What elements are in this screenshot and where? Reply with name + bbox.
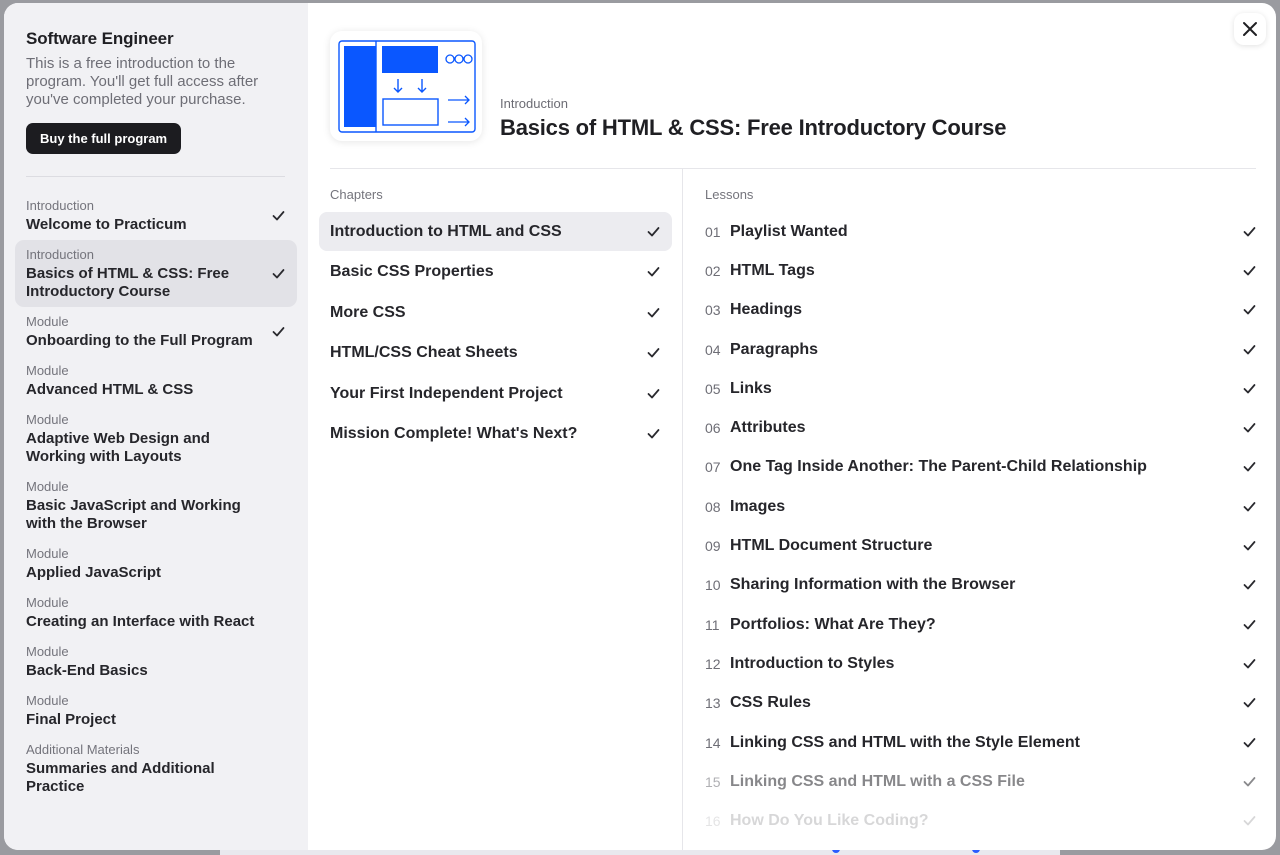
lesson-title: Playlist Wanted (730, 222, 848, 240)
sidebar-module-list (15, 191, 297, 802)
checkmark-icon (1243, 619, 1256, 630)
main-panel (308, 3, 1276, 850)
lesson-title: CSS Rules (730, 694, 811, 712)
checkmark-icon (1243, 344, 1256, 355)
lesson-number: 03 (705, 302, 721, 319)
lessons-label: Lessons (705, 187, 754, 202)
close-button[interactable] (1234, 13, 1266, 45)
lesson-item[interactable] (705, 762, 1256, 801)
lesson-title: Links (730, 379, 772, 397)
lesson-title: Attributes (730, 419, 806, 437)
checkmark-icon (1243, 580, 1256, 591)
lesson-item[interactable] (705, 684, 1256, 723)
lesson-item[interactable] (705, 526, 1256, 565)
sidebar-module-item[interactable] (15, 588, 297, 637)
chapters-column (330, 169, 683, 850)
lesson-number: 06 (705, 420, 721, 437)
module-name: Back-End Basics (26, 662, 148, 679)
close-icon (1242, 21, 1258, 37)
module-kind: Module (26, 546, 69, 561)
program-sidebar (4, 3, 308, 850)
sidebar-module-item[interactable] (15, 539, 297, 588)
checkmark-icon (1243, 816, 1256, 827)
checkmark-icon (647, 348, 660, 359)
checkmark-icon (1243, 305, 1256, 316)
lesson-item[interactable] (705, 408, 1256, 447)
chapter-title: Your First Independent Project (330, 384, 563, 402)
checkmark-icon (1243, 501, 1256, 512)
module-kind: Module (26, 693, 69, 708)
checkmark-icon (647, 307, 660, 318)
lesson-number: 02 (705, 262, 721, 279)
chapter-item[interactable] (319, 293, 672, 332)
module-name: Summaries and Additional Practice (26, 760, 215, 795)
lesson-item[interactable] (705, 644, 1256, 683)
checkmark-icon (647, 388, 660, 399)
lessons-column (683, 169, 1256, 850)
module-kind: Introduction (26, 247, 94, 262)
lesson-number: 10 (705, 577, 721, 594)
module-name: Basics of HTML & CSS: Free Introductory Course (26, 265, 230, 300)
module-kind: Module (26, 644, 69, 659)
course-thumbnail (330, 31, 482, 141)
lesson-number: 07 (705, 459, 721, 476)
lesson-number: 14 (705, 734, 721, 751)
module-name: Basic JavaScript and Working with the Browser (26, 497, 241, 532)
module-name: Welcome to Practicum (26, 216, 187, 233)
chapter-title: Basic CSS Properties (330, 263, 494, 280)
lesson-number: 12 (705, 655, 721, 672)
checkmark-icon (1243, 658, 1256, 669)
buy-full-program-button[interactable]: Buy the full program (26, 123, 181, 154)
course-title: Basics of HTML & CSS: Free Introductory Course (500, 115, 1007, 140)
lesson-item[interactable] (705, 212, 1256, 251)
module-kind: Module (26, 314, 69, 329)
lesson-title: Sharing Information with the Browser (730, 576, 1016, 594)
program-title: Software Engineer (26, 29, 174, 48)
chapter-item[interactable] (319, 415, 672, 454)
sidebar-module-item[interactable] (15, 307, 297, 356)
lesson-number: 05 (705, 380, 721, 397)
checkmark-icon (1243, 541, 1256, 552)
sidebar-module-item[interactable] (15, 240, 297, 307)
course-header (330, 31, 1256, 141)
course-kind: Introduction (500, 96, 568, 111)
module-kind: Module (26, 412, 69, 427)
lesson-item[interactable] (705, 448, 1256, 487)
checkmark-icon (647, 226, 660, 237)
module-name: Applied JavaScript (26, 564, 162, 581)
checkmark-icon (647, 267, 660, 278)
module-kind: Module (26, 479, 69, 494)
chapter-item[interactable] (319, 334, 672, 373)
course-modal (4, 3, 1276, 850)
checkmark-icon (1243, 383, 1256, 394)
sidebar-divider (26, 176, 285, 177)
lesson-number: 11 (705, 616, 720, 633)
lesson-title: HTML Document Structure (730, 537, 933, 555)
chapter-item[interactable] (319, 212, 672, 251)
lesson-title: How Do You Like Coding? (730, 812, 929, 830)
checkmark-icon (1243, 737, 1256, 748)
checkmark-icon (647, 429, 660, 440)
checkmark-icon (272, 326, 285, 337)
lesson-number: 15 (705, 773, 721, 790)
lesson-title: Linking CSS and HTML with a CSS File (730, 772, 1025, 790)
chapter-list (319, 212, 672, 454)
sidebar-module-item[interactable] (15, 356, 297, 405)
checkmark-icon (1243, 226, 1256, 237)
lesson-item[interactable] (705, 330, 1256, 369)
module-kind: Introduction (26, 198, 94, 213)
module-name: Adaptive Web Design and Working with Layouts (26, 430, 210, 465)
course-heading (500, 96, 1006, 141)
lesson-item[interactable] (705, 369, 1256, 408)
lesson-item[interactable] (705, 566, 1256, 605)
lesson-title: HTML Tags (730, 261, 815, 279)
sidebar-module-item[interactable] (15, 405, 297, 472)
sidebar-module-item[interactable] (15, 686, 297, 735)
module-kind: Module (26, 595, 69, 610)
module-name: Advanced HTML & CSS (26, 381, 194, 398)
lesson-item[interactable] (705, 251, 1256, 290)
chapter-title: HTML/CSS Cheat Sheets (330, 344, 518, 361)
sidebar-module-item[interactable] (15, 191, 297, 240)
module-kind: Additional Materials (26, 742, 140, 757)
program-description: This is a free introduction to the program. You'll get full access after you've completed your purchase. (26, 55, 259, 108)
lesson-item[interactable] (705, 801, 1256, 840)
course-content (330, 169, 1256, 850)
sidebar-module-item[interactable] (15, 472, 297, 539)
checkmark-icon (272, 210, 285, 221)
module-name: Final Project (26, 711, 117, 728)
lesson-item[interactable] (705, 487, 1256, 526)
lesson-title: Images (730, 497, 786, 515)
chapters-label: Chapters (330, 187, 383, 202)
chapter-title: Mission Complete! What's Next? (330, 425, 578, 442)
lesson-item[interactable] (705, 723, 1256, 762)
sidebar-module-item[interactable] (15, 735, 297, 802)
lesson-title: Paragraphs (730, 340, 819, 358)
chapter-title: More CSS (330, 303, 406, 321)
lesson-item[interactable] (705, 291, 1256, 330)
chapter-item[interactable] (319, 253, 672, 292)
lesson-title: One Tag Inside Another: The Parent-Child Relationship (730, 458, 1147, 476)
module-kind: Module (26, 363, 69, 378)
checkmark-icon (1243, 698, 1256, 709)
module-name: Onboarding to the Full Program (26, 332, 253, 349)
checkmark-icon (1243, 265, 1256, 276)
lesson-title: Linking CSS and HTML with the Style Element (730, 733, 1080, 751)
lesson-title: Headings (730, 301, 803, 319)
lesson-title: Portfolios: What Are They? (730, 615, 936, 633)
lesson-number: 01 (705, 223, 721, 240)
module-name: Creating an Interface with React (26, 613, 255, 630)
checkmark-icon (1243, 423, 1256, 434)
lesson-number: 13 (705, 695, 721, 712)
checkmark-icon (272, 268, 285, 279)
lesson-number: 09 (705, 538, 721, 555)
lesson-number: 08 (705, 498, 721, 515)
chapter-item[interactable] (319, 374, 672, 413)
lesson-item[interactable] (705, 605, 1256, 644)
checkmark-icon (1243, 462, 1256, 473)
lesson-title: Introduction to Styles (730, 654, 895, 672)
lesson-list (705, 212, 1256, 841)
layout-illustration-icon (335, 36, 477, 136)
sidebar-module-item[interactable] (15, 637, 297, 686)
chapter-title: Introduction to HTML and CSS (330, 222, 562, 240)
lesson-number: 04 (705, 341, 721, 358)
checkmark-icon (1243, 776, 1256, 787)
lesson-number: 16 (705, 813, 721, 830)
